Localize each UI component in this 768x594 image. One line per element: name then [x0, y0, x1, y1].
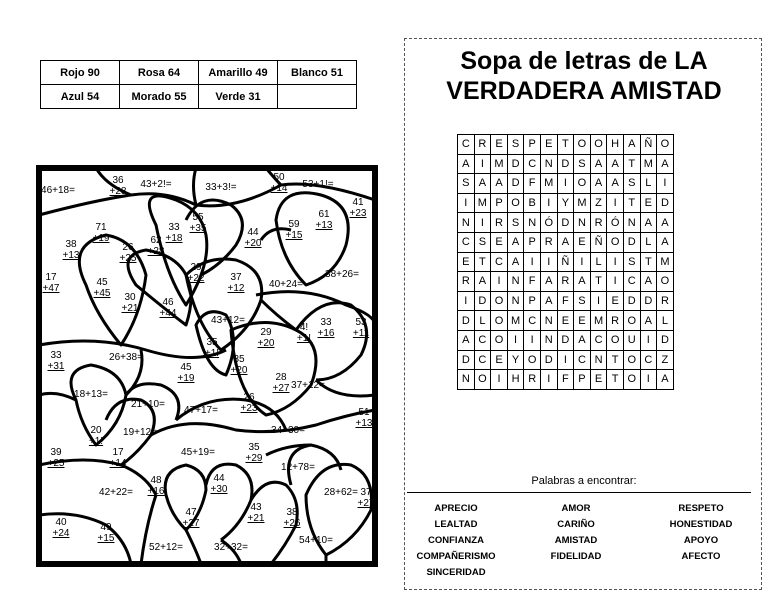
grid-letter[interactable]: R [590, 213, 607, 233]
grid-letter[interactable]: L [590, 252, 607, 272]
grid-letter[interactable]: E [557, 311, 574, 331]
grid-letter[interactable]: D [640, 291, 657, 311]
grid-letter[interactable]: L [640, 174, 657, 194]
grid-letter[interactable]: R [458, 272, 475, 292]
grid-letter[interactable]: P [524, 232, 541, 252]
grid-letter[interactable]: D [507, 154, 524, 174]
grid-letter[interactable]: O [507, 193, 524, 213]
sum-label: 29 +22 [187, 262, 205, 284]
grid-letter[interactable]: M [640, 154, 657, 174]
word-column [651, 501, 751, 565]
sum-label: 35 +20 [230, 354, 248, 376]
grid-letter[interactable]: O [491, 291, 508, 311]
color-key-table [40, 60, 357, 109]
grid-letter[interactable]: T [607, 350, 624, 370]
color-key-cell: Morado 55 [120, 85, 199, 109]
sum-label: 28 +27 [272, 372, 290, 394]
sum-label: 40 +24 [52, 517, 70, 539]
sum-label: 52+12= [149, 542, 183, 553]
grid-letter[interactable]: A [540, 272, 557, 292]
grid-letter[interactable]: E [491, 232, 508, 252]
sum-label: 34+30= [271, 425, 305, 436]
grid-letter[interactable]: S [623, 252, 640, 272]
grid-row [458, 135, 674, 155]
grid-row [458, 193, 674, 213]
grid-letter[interactable]: O [657, 135, 674, 155]
grid-letter[interactable]: I [507, 330, 524, 350]
grid-letter[interactable]: M [574, 193, 591, 213]
grid-letter[interactable]: L [474, 311, 491, 331]
color-key-cell: Blanco 51 [278, 61, 357, 85]
grid-letter[interactable]: H [607, 135, 624, 155]
sum-label: 44 +30 [210, 473, 228, 495]
grid-letter[interactable]: A [507, 252, 524, 272]
sum-label: 37 +27 [357, 487, 375, 509]
grid-letter[interactable]: O [574, 174, 591, 194]
grid-letter[interactable]: S [507, 135, 524, 155]
grid-row [458, 330, 674, 350]
grid-letter[interactable]: O [623, 370, 640, 390]
sum-label: 37+12= [291, 380, 325, 391]
grid-letter[interactable]: D [458, 350, 475, 370]
grid-letter[interactable]: O [574, 135, 591, 155]
grid-letter[interactable]: R [540, 232, 557, 252]
grid-letter[interactable]: N [540, 154, 557, 174]
sum-label: 40+24= [269, 279, 303, 290]
color-key-cell: Rosa 64 [120, 61, 199, 85]
grid-letter[interactable]: A [557, 232, 574, 252]
grid-letter[interactable]: R [607, 311, 624, 331]
sum-label: 36 +28 [109, 175, 127, 197]
sum-label: 17 +47 [42, 272, 60, 294]
grid-letter[interactable]: N [507, 272, 524, 292]
grid-letter[interactable]: I [524, 330, 541, 350]
grid-letter[interactable]: I [607, 252, 624, 272]
grid-letter[interactable]: B [524, 193, 541, 213]
grid-letter[interactable]: D [623, 291, 640, 311]
grid-letter[interactable]: F [557, 370, 574, 390]
sum-label: 33 +18 [165, 222, 183, 244]
color-key-cell [278, 85, 357, 109]
grid-letter[interactable]: N [458, 213, 475, 233]
grid-letter[interactable]: O [607, 232, 624, 252]
grid-letter[interactable]: L [640, 232, 657, 252]
sum-label: 48 +16 [147, 475, 165, 497]
grid-row [458, 154, 674, 174]
grid-letter[interactable]: O [607, 330, 624, 350]
grid-letter[interactable]: I [540, 252, 557, 272]
grid-letter[interactable]: S [474, 232, 491, 252]
grid-letter[interactable]: I [640, 370, 657, 390]
grid-letter[interactable]: M [590, 311, 607, 331]
grid-letter[interactable]: A [607, 154, 624, 174]
grid-letter[interactable]: A [640, 311, 657, 331]
grid-letter[interactable]: Z [590, 193, 607, 213]
grid-letter[interactable]: F [557, 291, 574, 311]
grid-letter[interactable]: M [491, 154, 508, 174]
grid-letter[interactable]: P [491, 193, 508, 213]
grid-letter[interactable]: C [474, 350, 491, 370]
grid-letter[interactable]: A [607, 174, 624, 194]
grid-letter[interactable]: C [524, 311, 541, 331]
grid-letter[interactable]: S [574, 291, 591, 311]
grid-letter[interactable]: E [607, 291, 624, 311]
sum-label: 17 +14 [109, 447, 127, 469]
word-item: COMPAÑERISMO [416, 551, 496, 562]
grid-letter[interactable]: T [474, 252, 491, 272]
grid-row [458, 174, 674, 194]
grid-letter[interactable]: I [474, 154, 491, 174]
grid-letter[interactable]: R [657, 291, 674, 311]
grid-letter[interactable]: E [458, 252, 475, 272]
grid-letter[interactable]: N [524, 213, 541, 233]
grid-row [458, 213, 674, 233]
sum-label: 32+32= [214, 542, 248, 553]
grid-letter[interactable]: S [623, 174, 640, 194]
grid-letter[interactable]: I [491, 370, 508, 390]
grid-letter[interactable]: E [491, 135, 508, 155]
grid-letter[interactable]: A [540, 291, 557, 311]
grid-letter[interactable]: S [574, 154, 591, 174]
grid-letter[interactable]: Y [507, 350, 524, 370]
sum-label: 33 +31 [47, 350, 65, 372]
sum-label: 12+78= [281, 462, 315, 473]
grid-letter[interactable]: Ñ [590, 232, 607, 252]
grid-letter[interactable]: D [657, 193, 674, 213]
grid-letter[interactable]: A [640, 213, 657, 233]
sum-label: 26 +23 [240, 392, 258, 414]
grid-letter[interactable]: N [458, 370, 475, 390]
grid-row [458, 232, 674, 252]
word-search-panel [404, 38, 762, 590]
sum-label: 55 +35 [189, 212, 207, 234]
color-key-cell: Amarillo 49 [199, 61, 278, 85]
grid-letter[interactable]: O [657, 272, 674, 292]
letter-grid [457, 134, 674, 390]
sum-label: 44 +20 [244, 227, 262, 249]
sum-label: 49 +15 [97, 522, 115, 544]
grid-letter[interactable]: A [657, 154, 674, 174]
grid-letter[interactable]: I [640, 330, 657, 350]
grid-letter[interactable]: C [590, 330, 607, 350]
grid-letter[interactable]: F [524, 272, 541, 292]
grid-letter[interactable]: D [557, 154, 574, 174]
sum-label: 46 +44 [159, 297, 177, 319]
sum-label: 46+18= [41, 185, 75, 196]
grid-letter[interactable]: S [458, 174, 475, 194]
grid-letter[interactable]: H [507, 370, 524, 390]
grid-letter[interactable]: I [474, 213, 491, 233]
grid-letter[interactable]: T [623, 193, 640, 213]
color-by-number-picture [36, 165, 378, 567]
grid-row [458, 350, 674, 370]
grid-letter[interactable]: I [574, 252, 591, 272]
grid-letter[interactable]: I [458, 193, 475, 213]
words-to-find-header: Palabras a encontrar: [531, 475, 637, 487]
grid-letter[interactable]: I [557, 350, 574, 370]
grid-letter[interactable]: A [474, 272, 491, 292]
grid-letter[interactable]: F [524, 174, 541, 194]
sum-label: 38 +13 [62, 239, 80, 261]
grid-letter[interactable]: N [540, 311, 557, 331]
sum-label: 35 +29 [245, 442, 263, 464]
sum-label: 43 +21 [247, 502, 265, 524]
grid-letter[interactable]: I [491, 272, 508, 292]
grid-letter[interactable]: T [623, 154, 640, 174]
grid-letter[interactable]: D [507, 174, 524, 194]
word-item: LEALTAD [434, 519, 478, 530]
grid-letter[interactable]: E [540, 135, 557, 155]
grid-letter[interactable]: I [540, 193, 557, 213]
word-item: AFECTO [681, 551, 721, 562]
grid-letter[interactable]: M [474, 193, 491, 213]
word-item: RESPETO [678, 503, 724, 514]
sum-label: 26+38= [109, 352, 143, 363]
grid-letter[interactable]: D [557, 330, 574, 350]
sum-label: 19+12= [123, 427, 157, 438]
grid-letter[interactable]: I [657, 174, 674, 194]
sum-label: 71 +19 [92, 222, 110, 244]
grid-letter[interactable]: Ñ [640, 135, 657, 155]
sum-label: 26 +25 [119, 242, 137, 264]
word-item: AMISTAD [554, 535, 598, 546]
grid-letter[interactable]: C [491, 252, 508, 272]
grid-letter[interactable]: A [507, 232, 524, 252]
heart-pattern-drawing [36, 165, 378, 567]
sum-label: 41 +23 [349, 197, 367, 219]
sum-label: 30 +21 [121, 292, 139, 314]
sum-label: 29 +20 [257, 327, 275, 349]
grid-letter[interactable]: D [557, 213, 574, 233]
sum-label: 45 +19 [177, 362, 195, 384]
grid-letter[interactable]: O [474, 370, 491, 390]
grid-letter[interactable]: C [623, 272, 640, 292]
word-item: CARIÑO [557, 519, 595, 530]
grid-letter[interactable]: C [458, 135, 475, 155]
grid-letter[interactable]: R [474, 135, 491, 155]
grid-letter[interactable]: E [574, 311, 591, 331]
grid-row [458, 291, 674, 311]
grid-letter[interactable]: M [507, 311, 524, 331]
grid-letter[interactable]: S [507, 213, 524, 233]
grid-letter[interactable]: D [474, 291, 491, 311]
word-column [521, 501, 631, 565]
grid-letter[interactable]: P [524, 291, 541, 311]
grid-letter[interactable]: R [491, 213, 508, 233]
color-key-cell: Verde 31 [199, 85, 278, 109]
grid-letter[interactable]: A [657, 370, 674, 390]
grid-letter[interactable]: U [623, 330, 640, 350]
grid-letter[interactable]: Ñ [557, 252, 574, 272]
grid-letter[interactable]: E [491, 350, 508, 370]
grid-letter[interactable]: E [574, 232, 591, 252]
word-item: SINCERIDAD [426, 567, 486, 578]
color-key-cell: Azul 54 [41, 85, 120, 109]
grid-letter[interactable]: P [524, 135, 541, 155]
grid-letter[interactable]: O [524, 350, 541, 370]
grid-letter[interactable]: A [458, 330, 475, 350]
sum-label: 43+2!= [140, 179, 172, 190]
grid-letter[interactable]: I [524, 252, 541, 272]
grid-letter[interactable]: D [623, 232, 640, 252]
grid-letter[interactable]: C [640, 350, 657, 370]
grid-row [458, 370, 674, 390]
grid-letter[interactable]: T [640, 252, 657, 272]
sum-label: 18+13= [74, 389, 108, 400]
grid-letter[interactable]: O [491, 330, 508, 350]
word-item: APRECIO [434, 503, 478, 514]
sum-label: 37 +12 [227, 272, 245, 294]
grid-letter[interactable]: I [607, 193, 624, 213]
grid-letter[interactable]: A [590, 154, 607, 174]
divider [407, 492, 751, 493]
grid-letter[interactable]: N [623, 213, 640, 233]
grid-letter[interactable]: M [657, 252, 674, 272]
sum-label: 45 +45 [93, 277, 111, 299]
sum-label: 54+10= [299, 535, 333, 546]
grid-letter[interactable]: N [540, 330, 557, 350]
sum-label: 61 +13 [315, 209, 333, 231]
grid-letter[interactable]: Z [657, 350, 674, 370]
grid-letter[interactable]: C [574, 350, 591, 370]
word-item: AMOR [561, 503, 591, 514]
sum-label: 62 +28 [147, 235, 165, 257]
sum-label: 35 +1! [204, 337, 220, 359]
word-column [411, 501, 501, 581]
grid-row [458, 311, 674, 331]
sum-label: 4! +1! [296, 322, 312, 344]
grid-letter[interactable]: M [540, 174, 557, 194]
grid-letter[interactable]: I [590, 291, 607, 311]
color-key-cell: Rojo 90 [41, 61, 120, 85]
grid-letter[interactable]: O [590, 135, 607, 155]
sum-label: 53 +11 [352, 317, 370, 339]
grid-letter[interactable]: I [557, 174, 574, 194]
sum-label: 47+17= [184, 405, 218, 416]
sum-label: 28+62= [324, 487, 358, 498]
sum-label: 33 +16 [317, 317, 335, 339]
grid-letter[interactable]: E [590, 370, 607, 390]
grid-letter[interactable]: A [491, 174, 508, 194]
sum-label: 33+3!= [205, 182, 237, 193]
grid-letter[interactable]: Ó [540, 213, 557, 233]
grid-letter[interactable]: I [458, 291, 475, 311]
grid-letter[interactable]: L [657, 311, 674, 331]
grid-letter[interactable]: P [574, 370, 591, 390]
grid-letter[interactable]: Ó [607, 213, 624, 233]
grid-letter[interactable]: A [574, 330, 591, 350]
grid-letter[interactable]: D [540, 350, 557, 370]
grid-letter[interactable]: R [557, 272, 574, 292]
grid-letter[interactable]: A [640, 272, 657, 292]
sum-label: 39 +25 [47, 447, 65, 469]
word-search-title-line1: Sopa de letras de LA [460, 47, 708, 75]
color-key-row [41, 61, 357, 85]
sum-label: 38 +26 [283, 507, 301, 529]
grid-letter[interactable]: N [507, 291, 524, 311]
grid-letter[interactable]: T [590, 272, 607, 292]
grid-letter[interactable]: A [657, 213, 674, 233]
sum-label: 38+26= [325, 269, 359, 280]
sum-label: 43+12= [211, 315, 245, 326]
grid-letter[interactable]: O [623, 311, 640, 331]
grid-letter[interactable]: I [540, 370, 557, 390]
sum-label: 42+22= [99, 487, 133, 498]
word-item: APOYO [683, 535, 719, 546]
word-item: CONFIANZA [428, 535, 484, 546]
grid-letter[interactable]: C [474, 330, 491, 350]
grid-letter[interactable]: E [640, 193, 657, 213]
word-item: FIDELIDAD [550, 551, 602, 562]
sum-label: 59 +15 [285, 219, 303, 241]
grid-letter[interactable]: C [524, 154, 541, 174]
grid-letter[interactable]: D [657, 330, 674, 350]
grid-letter[interactable]: N [590, 350, 607, 370]
grid-letter[interactable]: T [557, 135, 574, 155]
sum-label: 21+10= [131, 399, 165, 410]
grid-letter[interactable]: A [657, 232, 674, 252]
grid-letter[interactable]: N [574, 213, 591, 233]
grid-letter[interactable]: A [574, 272, 591, 292]
grid-letter[interactable]: T [607, 370, 624, 390]
grid-row [458, 272, 674, 292]
grid-row [458, 252, 674, 272]
grid-letter[interactable]: O [623, 350, 640, 370]
grid-letter[interactable]: Y [557, 193, 574, 213]
sum-label: 50 +14 [270, 172, 288, 194]
word-item: HONESTIDAD [669, 519, 733, 530]
sum-label: 51 +13 [355, 407, 373, 429]
grid-letter[interactable]: C [458, 232, 475, 252]
grid-letter[interactable]: A [458, 154, 475, 174]
color-key-row [41, 85, 357, 109]
grid-letter[interactable]: A [474, 174, 491, 194]
sum-label: 45+19= [181, 447, 215, 458]
grid-letter[interactable]: A [590, 174, 607, 194]
sum-label: 47 +27 [182, 507, 200, 529]
sum-label: 53+1!= [302, 179, 334, 190]
grid-letter[interactable]: D [458, 311, 475, 331]
sum-label: 20 +1! [88, 425, 104, 447]
grid-letter[interactable]: A [623, 135, 640, 155]
grid-letter[interactable]: I [607, 272, 624, 292]
grid-letter[interactable]: O [491, 311, 508, 331]
grid-letter[interactable]: R [524, 370, 541, 390]
word-search-title-line2: VERDADERA AMISTAD [446, 77, 722, 105]
